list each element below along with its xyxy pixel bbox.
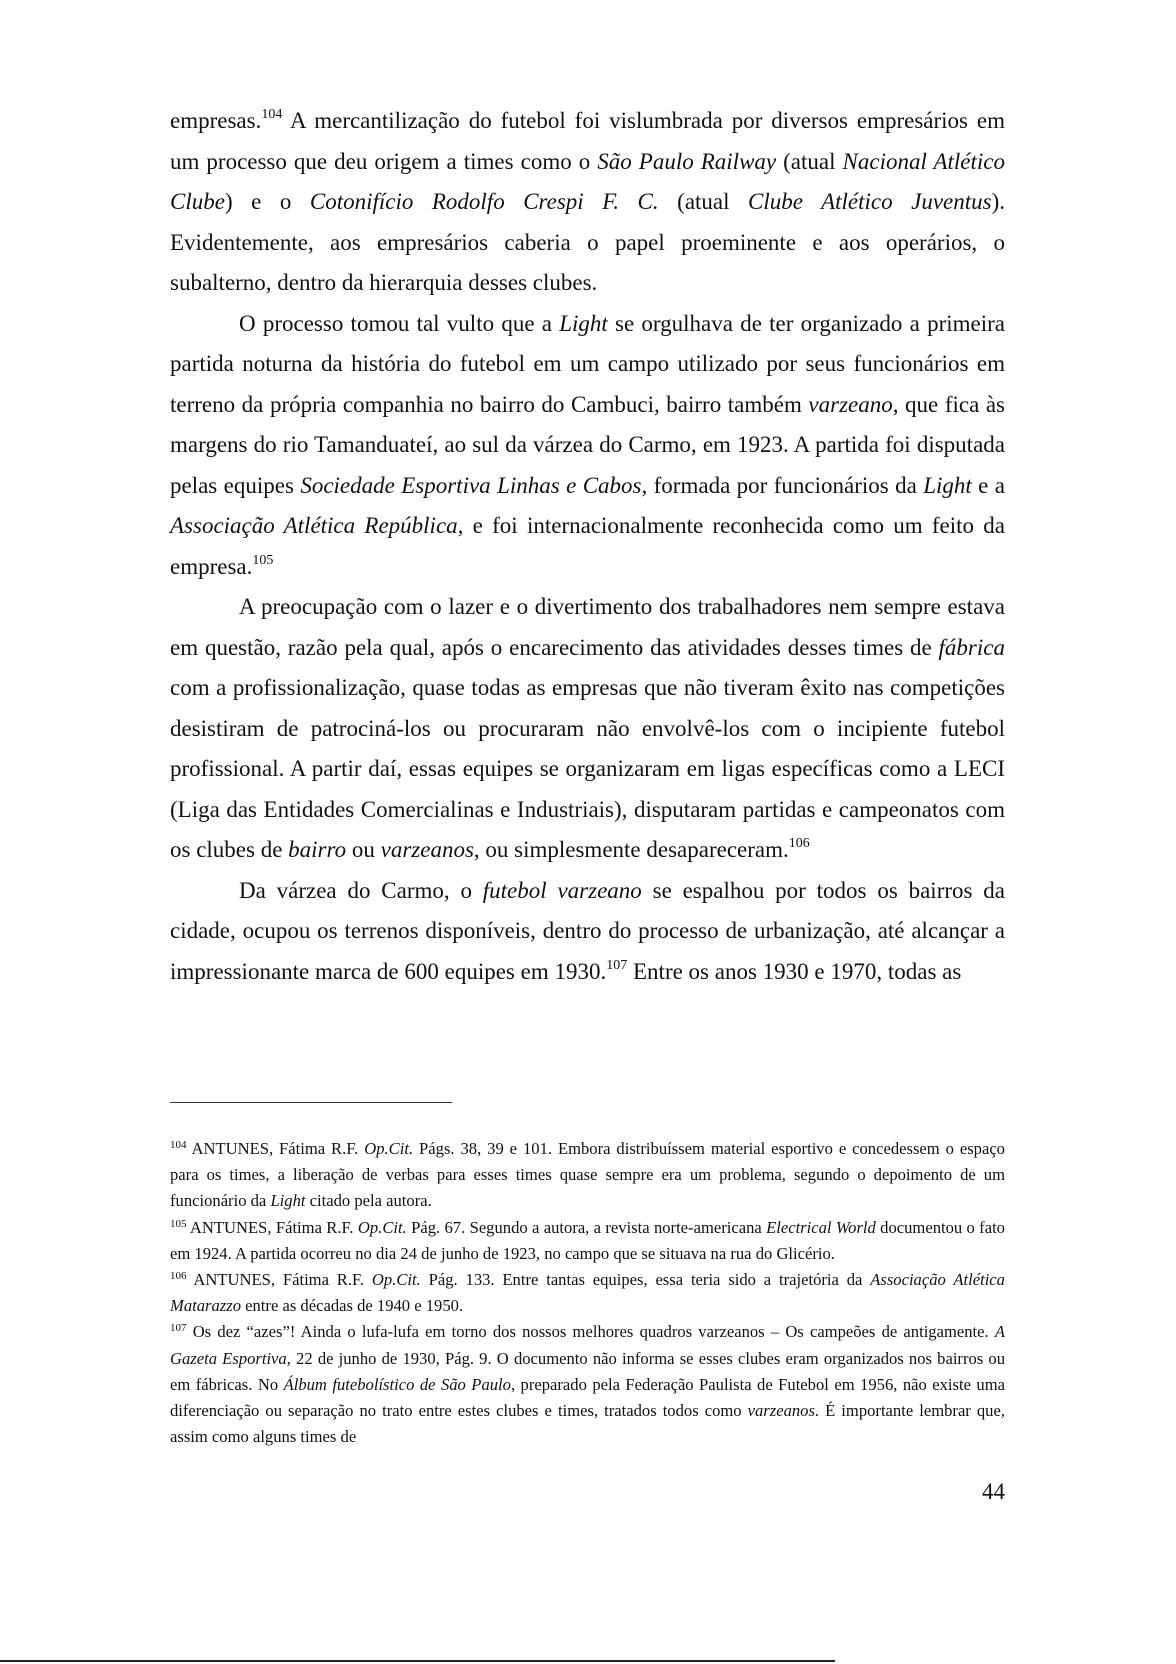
italic-text: Op.Cit.	[357, 1217, 407, 1237]
text-segment: ). Evidentemente, aos empresários caberia o papel proeminente e aos operários, o subalterno, dentro da hierarquia desses clubes.	[170, 189, 1006, 295]
page-number: 44	[982, 1479, 1005, 1504]
footnote-number: 104	[170, 1139, 187, 1151]
footnote	[170, 1267, 1005, 1319]
paragraph	[170, 101, 1005, 304]
italic-text: Light	[923, 472, 972, 498]
italic-text: futebol varzeano	[482, 877, 642, 903]
text-segment: Pág. 133. Entre tantas equipes, essa teria sido a trajetória da	[420, 1270, 871, 1290]
footnote-reference: 104	[261, 107, 283, 122]
footnote	[170, 1136, 1005, 1215]
text-segment: . É importante lembrar que, assim como alguns times de	[170, 1401, 1005, 1447]
footnote-reference: 105	[252, 552, 274, 568]
text-segment: se orgulhava de ter organizado a primeira partida noturna da história do futebol em um campo utilizado por seus funcionários em terreno da própria companhia no bairro do Cambuci, bairro também	[170, 310, 1005, 417]
footnote	[170, 1215, 1005, 1267]
text-segment: A preocupação com o lazer e o divertimento dos trabalhadores nem sempre estava em questão, razão pela qual, após o encarecimento das atividades desses times de	[170, 594, 1005, 660]
scan-edge-line	[0, 1660, 835, 1662]
text-segment: (atual	[658, 189, 749, 214]
text-segment: Págs. 38, 39 e 101. Embora distribuíssem material esportivo e concedessem o espaço para os times, a liberação de verbas para esses times quase sempre era um problema, segundo o depoimento de um funcionário da	[170, 1139, 1005, 1211]
footnote-number: 105	[170, 1217, 187, 1230]
italic-text: varzeanos	[380, 837, 474, 862]
italic-text: varzeano	[808, 391, 893, 417]
text-segment: Da várzea do Carmo, o	[239, 877, 483, 903]
text-segment: , ou simplesmente desapareceram.	[473, 837, 789, 862]
text-segment: com a profissionalização, quase todas as empresas que não tiveram êxito nas competições desistiram de patrociná-los ou procuraram não envolvê-los com o incipiente futebol profissional. A partir daí, essas equipes se organizaram em ligas específicas como a LECI (Liga das Entidades Comercialinas e Industriais), disputaram partidas e campeonatos com os clubes de	[170, 675, 1005, 862]
italic-text: São Paulo Railway	[597, 148, 777, 174]
paragraph	[170, 587, 1005, 871]
text-segment: , preparado pela Federação Paulista de Futebol em 1956, não existe uma diferenciação ou separação no trato entre estes clubes e times, tratados todos como	[170, 1374, 1005, 1421]
italic-text: A Gazeta Esportiva,	[170, 1322, 1005, 1368]
text-segment: Os dez “azes”! Ainda o lufa-lufa em torno dos nossos melhores quadros varzeanos – Os campeões de antigamente.	[186, 1322, 995, 1342]
text-segment: citado pela autora.	[305, 1191, 432, 1211]
text-segment: ou	[346, 837, 381, 862]
text-segment: documentou o fato em 1924. A partida ocorreu no dia 24 de junho de 1923, no campo que se situava na rua do Glicério.	[170, 1217, 1005, 1263]
text-segment: A mercantilização do futebol foi vislumbrada por diversos empresários em um processo que deu origem a times como o	[170, 108, 1005, 174]
italic-text: Nacional Atlético Clube	[170, 148, 1005, 214]
text-segment: O processo tomou tal vulto que a	[239, 310, 560, 336]
footnote-separator	[170, 1102, 452, 1103]
text-segment: empresas.	[170, 108, 262, 133]
text-segment: ANTUNES, Fátima R.F.	[186, 1139, 365, 1158]
italic-text: Associação Atlética República,	[170, 513, 464, 538]
italic-text: Op.Cit.	[364, 1139, 414, 1158]
text-segment: Pág. 67. Segundo a autora, a revista norte-americana	[406, 1217, 767, 1237]
text-segment: ANTUNES, Fátima R.F.	[186, 1217, 358, 1237]
italic-text: Electrical World	[766, 1217, 876, 1237]
text-segment: e foi internacionalmente reconhecida como um feito da empresa.	[170, 513, 1005, 579]
footnotes	[170, 1136, 1005, 1450]
text-segment: (atual	[776, 148, 843, 174]
footnote	[170, 1319, 1005, 1450]
italic-text: bairro	[288, 837, 347, 862]
text-segment: ) e o	[224, 189, 310, 214]
italic-text: Álbum futebolístico de São Paulo	[283, 1374, 511, 1394]
text-segment: Entre os anos 1930 e 1970, todas as	[627, 958, 962, 984]
italic-text: Clube Atlético Juventus	[748, 189, 992, 214]
italic-text: Associação Atlética Matarazzo	[170, 1270, 1005, 1316]
footnote-number: 106	[170, 1270, 187, 1283]
italic-text: fábrica	[938, 634, 1005, 660]
italic-text: Light	[559, 310, 608, 336]
text-segment: , que fica às margens do rio Tamanduateí, ao sul da várzea do Carmo, em 1923. A partida foi disputada pelas equipes	[170, 391, 1005, 498]
text-segment: entre as décadas de 1940 e 1950.	[241, 1296, 464, 1316]
italic-text: Cotonifício Rodolfo Crespi F. C.	[309, 189, 659, 214]
footnote-number: 107	[170, 1322, 187, 1335]
text-segment: formada por funcionários da	[647, 472, 924, 498]
text-segment: se espalhou por todos os bairros da cidade, ocupou os terrenos disponíveis, dentro do processo de urbanização, até alcançar a impressionante marca de 600 equipes em 1930.	[170, 877, 1005, 984]
footnote-reference: 107	[606, 957, 628, 973]
paragraph	[170, 871, 1005, 993]
footnote-reference: 106	[788, 836, 810, 851]
body-text	[170, 101, 1005, 992]
text-segment: ANTUNES, Fátima R.F.	[186, 1270, 372, 1290]
italic-text: varzeanos	[747, 1401, 815, 1421]
italic-text: Sociedade Esportiva Linhas e Cabos,	[300, 472, 648, 498]
italic-text: Op.Cit.	[371, 1270, 421, 1290]
text-segment: e a	[971, 472, 1005, 498]
text-segment: 22 de junho de 1930, Pág. 9. O documento não informa se esses clubes eram organizados nos bairros ou em fábricas. No	[170, 1348, 1006, 1394]
italic-text: Light	[270, 1191, 306, 1211]
paragraph	[170, 304, 1005, 588]
